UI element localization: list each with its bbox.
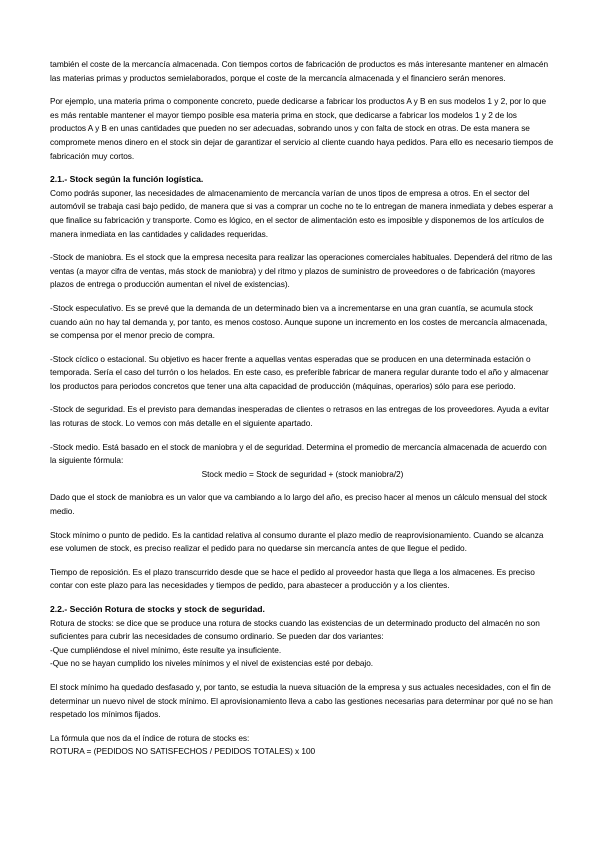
paragraph-stock-minimo: Stock mínimo o punto de pedido. Es la cantidad relativa al consumo durante el plazo medio de reaprovisionamiento. Cuando se alcanza ese volumen de stock, es preciso realizar el pedido para no quedarse sin mercancía antes de que llegue el pedido. xyxy=(50,529,544,554)
paragraph-rotura: Rotura de stocks: se dice que se produce una rotura de stocks cuando las existencias de un determinado producto del almacén no son suficientes para cubrir las necesidades de consumo ordinario. Se pueden dar dos variantes: xyxy=(50,617,540,642)
document-page xyxy=(50,58,555,759)
paragraph-stock-maniobra: -Stock de maniobra. Es el stock que la empresa necesita para realizar las operaciones comerciales habituales. Dependerá del ritmo de las ventas (a mayor cifra de ventas, más stock de maniobra) y del ritmo y plazos de suministro de proveedores o de fabricación (mayores plazos de entrega o producción aumentan el nivel de existencias). xyxy=(50,252,553,290)
paragraph-formula-intro: La fórmula que nos da el índice de rotura de stocks es: xyxy=(50,732,250,743)
paragraph-2-1: Como podrás suponer, las necesidades de almacenamiento de mercancía varían de unos tipos de empresa a otros. En el sector del automóvil se trabaja casi bajo pedido, de manera que si vas a comprar un coche no te lo entregan de manera inmediata y debes esperar a que finalice su fabricación y transporte. Como es lógico, en el sector de alimentación esto es imposible y disponemos de los artículos de manera inmediata en las cantidades y calidades requeridas. xyxy=(50,187,553,239)
paragraph-example: Por ejemplo, una materia prima o componente concreto, puede dedicarse a fabricar los productos A y B en sus modelos 1 y 2, por lo que es más rentable mantener el mayor tiempo posible esa materia prima en stock, que dedicarse a fabricar los modelos 1 y 2 de los productos A y B en unas cantidades que pueden no ser adecuadas, sobrando unos y con falta de stock en otras. De esta manera se compromete menos dinero en el stock sin dejar de garantizar el servicio al cliente cuando haya pedidos. Para ello es necesario tiempos de fabricación muy cortos. xyxy=(50,96,554,161)
paragraph-stock-especulativo: -Stock especulativo. Es se prevé que la demanda de un determinado bien va a incrementarse en una gran cuantía, se acumula stock cuando aún no hay tal demanda y, por tanto, es menos costoso. Aunque supone un incremento en los costes de mercancía almacenada, se compensa por el menor precio de compra. xyxy=(50,302,548,341)
paragraph-desfasado: El stock mínimo ha quedado desfasado y, por tanto, se estudia la nueva situación de la empresa y sus actuales necesidades, con el fin de determinar un nuevo nivel de stock mínimo. El aprovisionamiento lleva a cabo las gestiones necesarias para determinar por qué no se han respetado los mínimos fijados. xyxy=(50,681,553,720)
formula-rotura: ROTURA = (PEDIDOS NO SATISFECHOS / PEDIDOS TOTALES) x 100 xyxy=(50,746,316,757)
paragraph-tiempo-reposicion: Tiempo de reposición. Es el plazo transcurrido desde que se hace el pedido al proveedor hasta que llega a los almacenes. Es preciso contar con este plazo para las necesidades y tiempos de pedido, para abastecer a producción y a los clientes. xyxy=(50,566,535,591)
paragraph-intro: también el coste de la mercancía almacenada. Con tiempos cortos de fabricación de productos es más interesante mantener en almacén las materias primas y productos semielaborados, porque el coste de la mercancía almacenada y el financiero serán menores. xyxy=(50,59,549,83)
section-heading-2-2: 2.2.- Sección Rotura de stocks y stock de seguridad. xyxy=(50,604,265,614)
paragraph-variante-2: -Que no se hayan cumplido los niveles mínimos y el nivel de existencias esté por debajo. xyxy=(50,658,374,669)
formula-stock-medio: Stock medio = Stock de seguridad + (stock maniobra/2) xyxy=(201,468,404,479)
paragraph-dado: Dado que el stock de maniobra es un valor que va cambiando a lo largo del año, es preciso hacer al menos un cálculo mensual del stock medio. xyxy=(50,492,547,517)
paragraph-variante-1: -Que cumpliéndose el nivel mínimo, éste resulte ya insuficiente. xyxy=(50,644,282,655)
paragraph-stock-medio: -Stock medio. Está basado en el stock de maniobra y el de seguridad. Determina el promedio de mercancía almacenada de acuerdo con la siguiente fórmula: xyxy=(50,441,547,466)
section-heading-2-1: 2.1.- Stock según la función logística. xyxy=(50,174,204,185)
paragraph-stock-seguridad: -Stock de seguridad. Es el previsto para demandas inesperadas de clientes o retrasos en las entregas de los proveedores. Ayuda a evitar las roturas de stock. Lo vemos con más detalle en el siguiente apartado. xyxy=(50,404,550,429)
paragraph-stock-ciclico: -Stock cíclico o estacional. Su objetivo es hacer frente a aquellas ventas esperadas que se producen en una determinada estación o temporada. Sería el caso del turrón o los helados. En este caso, es preferible fabricar de manera regular durante todo el año y almacenar los productos para periodos concretos que tener una alta capacidad de producción (máquinas, operarios) sólo para ese periodo. xyxy=(50,353,549,391)
